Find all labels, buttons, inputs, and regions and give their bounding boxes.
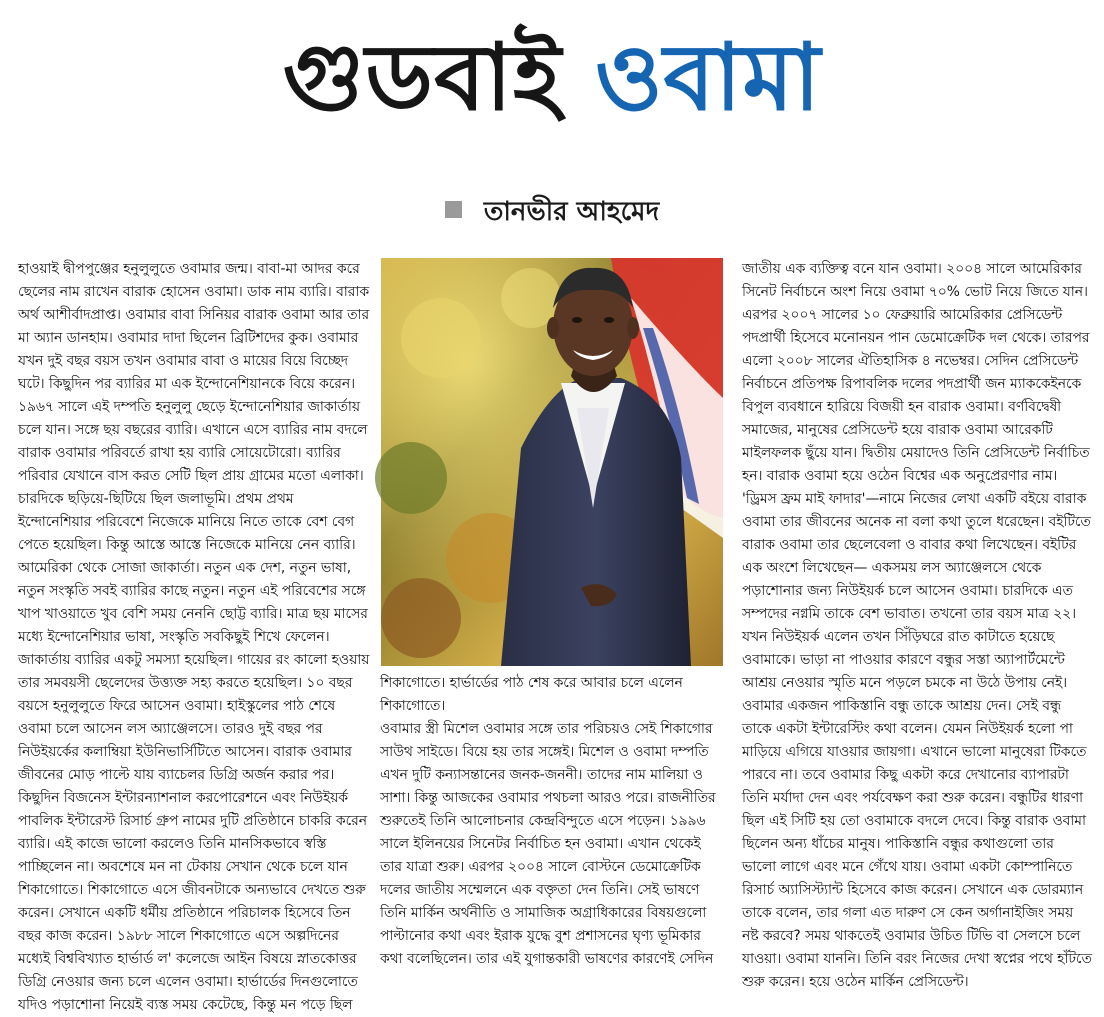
article-column-1: হাওয়াই দ্বীপপুঞ্জের হনুলুলুতে ওবামার জন্ম। বাবা-মা আদর করে ছেলের নাম রাখেন বারাক হোসেন ওবামা। ডাক নাম ব্যারি। বারাক অর্থ আশীর্বাদপ্রাপ্ত। ওবামার বাবা সিনিয়র বারাক ওবামা আর তার মা অ্যান ডানহাম। ওবামার দাদা ছিলেন ব্রিটিশদের কুক। ওবামার যখন দুই বছর বয়স তখন ওবামার বাবা ও মায়ের বিয়ে বিচ্ছেদ ঘটে। কিছুদিন পর ব্যারির মা এক ইন্দোনেশিয়ানকে বিয়ে করেন। ১৯৬৭ সালে এই দম্পতি হনুলুলু ছেড়ে ইন্দোনেশিয়ার জাকার্তায় চলে যান। সঙ্গে ছয় বছরের ব্যারি। এখানে এসে ব্যারির নাম বদলে বারাক ওবামার পরিবর্তে রাখা হয় ব্যারি সোয়েটোরো। ব্যারির পরিবার যেখানে বাস করত সেটি ছিল প্রায় গ্রামের মতো এলাকা। চারদিকে ছড়িয়ে-ছিটিয়ে ছিল জলাভূমি। প্রথম প্রথম ইন্দোনেশিয়ার পরিবেশে নিজেকে মানিয়ে নিতে তাকে বেশ বেগ পেতে হয়েছিল। কিন্তু আস্তে আস্তে নিজেকে মানিয়ে নেন ব্যারি। আমেরিকা থেকে সোজা জাকার্তা। নতুন এক দেশ, নতুন ভাষা, নতুন সংস্কৃতি সবই ব্যারির কাছে নতুন। নতুন এই পরিবেশের সঙ্গে খাপ খাওয়াতে খুব বেশি সময় নেননি ছোট্ট ব্যারি। মাত্র ছয় মাসের মধ্যে ইন্দোনেশিয়ার ভাষা, সংস্কৃতি সবকিছুই শিখে ফেলেন। জাকার্তায় ব্যারির একটু সমস্যা হয়েছিল। গায়ের রং কালো হওয়ায় তার সমবয়সী ছেলেদের উত্ত্যক্ত সহ্য করতে হয়েছিল। ১০ বছর বয়সে হনুলুলুতে ফিরে আসেন ওবামা। হাইস্কুলের পাঠ শেষে ওবামা চলে আসেন লস অ্যাঞ্জেলসে। তারও দুই বছর পর নিউইয়র্কের কলাম্বিয়া ইউনিভার্সিটিতে আসেন। বারাক ওবামার জীবনের মোড় পাল্টে যায় ব্যাচেলর ডিগ্রি অর্জন করার পর। কিছুদিন বিজনেস ইন্টারন্যাশনাল করপোরেশনে এবং নিউইয়র্ক পাবলিক ইন্টারেস্ট রিসার্চ গ্রুপ নামের দুটি প্রতিষ্ঠানে চাকরি করেন ব্যারি। এই কাজে ভালো করলেও তিনি মানসিকভাবে স্বস্তি পাচ্ছিলেন না। অবশেষে মন না টেকায় সেখান থেকে চলে যান শিকাগোতে। শিকাগোতে এসে জীবনটাকে অন্যভাবে দেখতে শুরু করেন। সেখানে একটি ধর্মীয় প্রতিষ্ঠানে পরিচালক হিসেবে তিন বছর কাজ করেন। ১৯৮৮ সালে শিকাগোতে এসে অল্পদিনের মধ্যেই বিশ্ববিখ্যাত হার্ভার্ড ল' কলেজে আইন বিষয়ে স্নাতকোত্তর ডিগ্রি নেওয়ার জন্য চলে এলেন ওবামা। হার্ভার্ডের দিনগুলোতে যদিও পড়াশোনা নিয়েই ব্যস্ত সময় কেটেছে, কিন্তু মন পড়ে ছিল — [18, 261, 370, 1013]
article-column-3: জাতীয় এক ব্যক্তিত্ব বনে যান ওবামা। ২০০৪ সালে আমেরিকার সিনেট নির্বাচনে অংশ নিয়ে ওবামা ৭০% ভোট নিয়ে জিতে যান। এরপর ২০০৭ সালের ১০ ফেব্রুয়ারি আমেরিকার প্রেসিডেন্ট পদপ্রার্থী হিসেবে মনোনয়ন পান ডেমোক্রেটিক দল থেকে। তারপর এলো ২০০৮ সালের ঐতিহাসিক ৪ নভেম্বর। সেদিন প্রেসিডেন্ট নির্বাচনে প্রতিপক্ষ রিপাবলিক দলের পদপ্রার্থী জন ম্যাককেইনকে বিপুল ব্যবধানে হারিয়ে বিজয়ী হন বারাক ওবামা। বর্ণবিদ্বেষী সমাজের, মানুষের প্রেসিডেন্ট হয়ে বারাক ওবামা আরেকটি মাইলফলক ছুঁয়ে যান। দ্বিতীয় মেয়াদেও তিনি প্রেসিডেন্ট নির্বাচিত হন। বারাক ওবামা হয়ে ওঠেন বিশ্বের এক অনুপ্রেরণার নাম। 'ড্রিমস ফ্রম মাই ফাদার'—নামে নিজের লেখা একটি বইয়ে বারাক ওবামা তার জীবনের অনেক না বলা কথা তুলে ধরেছেন। বইটিতে বারাক ওবামা তার ছেলেবেলা ও বাবার কথা লিখেছেন। বইটির এক অংশে লিখেছেন— একসময় লস অ্যাঞ্জেলসে থেকে পড়াশোনার জন্য নিউইয়র্ক চলে আসেন ওবামা। চারদিকে এত সম্পদের নগ্নমি তাকে বেশ ভাবাত। তখনো তার বয়স মাত্র ২২। যখন নিউইয়র্ক এলেন তখন সিঁড়িঘরে রাত কাটাতে হয়েছে ওবামাকে। ভাড়া না পাওয়ার কারণে বন্ধুর সস্তা অ্যাপার্টমেন্টে আশ্রয় নেওয়ার স্মৃতি মনে পড়লে চমকে না উঠে উপায় নেই। ওবামার একজন পাকিস্তানি বন্ধু তাকে আশ্রয় দেন। সেই বন্ধু তাকে একটা ইন্টারেস্টিং কথা বলেন। যেমন নিউইয়র্ক হলো পা মাড়িয়ে এগিয়ে যাওয়ার জায়গা। এখানে ভালো মানুষেরা টিকতে পারবে না। তবে ওবামার কিছু একটা করে দেখানোর ব্যাপারটা তিনি মর্যাদা দেন এবং পর্যবেক্ষণ করা শুরু করেন। বন্ধুটির ধারণা ছিল এই সিটি হয় তো ওবামাকে বদলে দেবে। কিন্তু বারাক ওবামা ছিলেন অন্য ধাঁচের মানুষ। পাকিস্তানি বন্ধুর কথাগুলো তার ভালো লাগে এবং মনে গেঁথে যায়। ওবামা একটা কোম্পানিতে রিসার্চ অ্যাসিস্ট্যান্ট হিসেবে কাজ করেন। সেখানে এক ডোরম্যান তাকে বলেন, তার গলা এত দারুণ সে কেন অর্গানাইজিং সময় নষ্ট করবে? সময় থাকতেই ওবামার উচিত টিভি বা সেলসে চলে যাওয়া। ওবামা যাননি। তিনি বরং নিজের দেখা স্বপ্নের পথে হাঁটতে শুরু করেন। হয়ে ওঠেন মার্কিন প্রেসিডেন্ট। — [742, 261, 1092, 990]
author-name: তানভীর আহমেদ — [483, 197, 660, 227]
byline — [0, 192, 1104, 232]
byline-square-icon — [445, 201, 462, 218]
headline-goodbye: গুডবাই — [282, 24, 562, 131]
obama-portrait-illustration — [381, 258, 723, 666]
article-column-2: শিকাগোতে। হার্ভার্ডের পাঠ শেষ করে আবার চলে এলেন শিকাগোতে। ওবামার স্ত্রী মিশেল ওবামার সঙ্গে তার পরিচয়ও সেই শিকাগোর সাউথ সাইডে। বিয়ে হয় তার সঙ্গেই। মিশেল ও ওবামা দম্পতি এখন দুটি কন্যাসন্তানের জনক-জননী। তাদের নাম মালিয়া ও সাশা। কিন্তু আজকের ওবামার পথচলা আরও পরে। রাজনীতির শুরুতেই তিনি আলোচনার কেন্দ্রবিন্দুতে এসে পড়েন। ১৯৯৬ সালে ইলিনয়ের সিনেটর নির্বাচিত হন ওবামা। এখান থেকেই তার যাত্রা শুরু। এরপর ২০০৪ সালে বোস্টনে ডেমোক্রেটিক দলের জাতীয় সম্মেলনে এক বক্তৃতা দেন তিনি। সেই ভাষণে তিনি মার্কিন অর্থনীতি ও সামাজিক অগ্রাধিকারের বিষয়গুলো পাল্টানোর কথা এবং ইরাক যুদ্ধে বুশ প্রশাসনের ঘৃণ্য ভূমিকার কথা বলেছিলেন। তার এই যুগান্তকারী ভাষণের কারণেই সেদিন — [380, 675, 716, 967]
obama-photo — [381, 258, 723, 666]
headline-obama: ওবামা — [594, 24, 822, 131]
headline — [0, 18, 1104, 138]
